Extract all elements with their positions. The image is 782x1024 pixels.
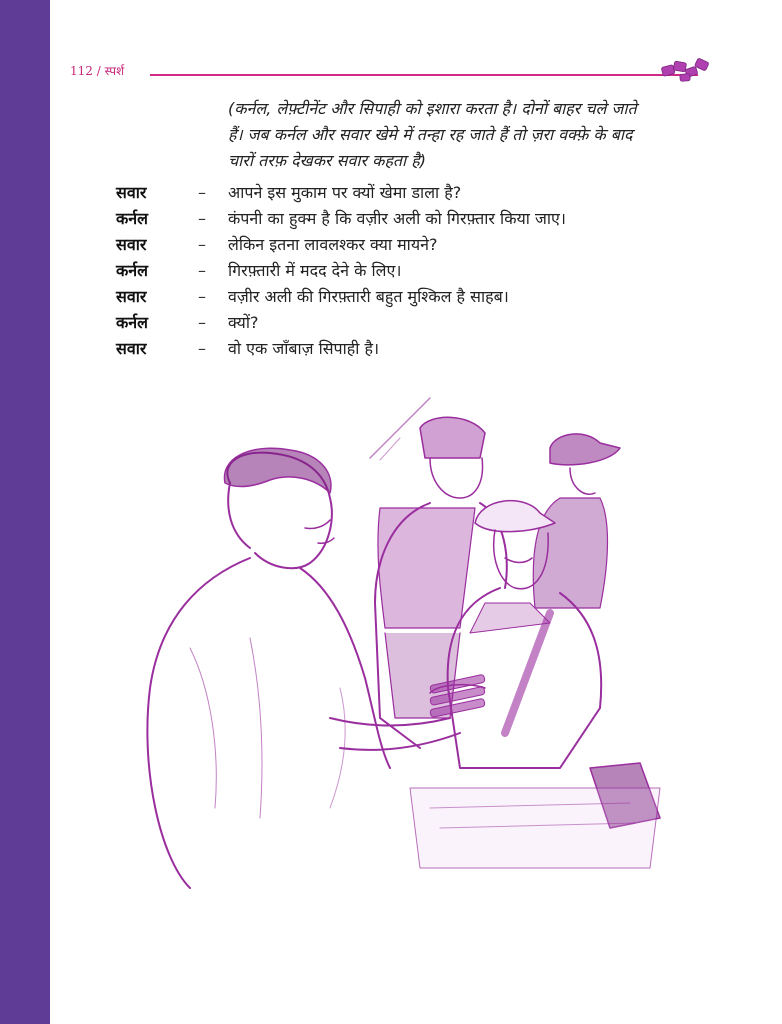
dialogue-dash: –: [198, 339, 206, 358]
dialogue-row: [116, 336, 716, 362]
speaker-name: कर्नल: [116, 261, 149, 280]
dialogue-text: कंपनी का हुक्म है कि वज़ीर अली को गिरफ़्तार किया जाए।: [228, 209, 566, 228]
dialogue-text: क्यों?: [228, 313, 259, 332]
dialogue-text: लेकिन इतना लावलश्कर क्या मायने?: [228, 235, 438, 254]
speaker-name: सवार: [116, 339, 147, 358]
speaker-name: सवार: [116, 287, 147, 306]
dialogue-text: वज़ीर अली की गिरफ़्तारी बहुत मुश्किल है साहब।: [228, 287, 509, 306]
dialogue-text: वो एक जाँबाज़ सिपाही है।: [228, 339, 380, 358]
dialogue-dash: –: [198, 313, 206, 332]
dialogue-text: गिरफ़्तारी में मदद देने के लिए।: [228, 261, 402, 280]
dialogue-dash: –: [198, 287, 206, 306]
speaker-name: कर्नल: [116, 313, 149, 332]
dialogue-row: [116, 180, 716, 206]
dialogue-text: आपने इस मुकाम पर क्यों खेमा डाला है?: [228, 183, 462, 202]
speaker-name: कर्नल: [116, 209, 149, 228]
dialogue-row: [116, 284, 716, 310]
dialogue-dash: –: [198, 183, 206, 202]
stage-direction-line: चारों तरफ़ देखकर सवार कहता है): [228, 151, 427, 170]
book-ornament-icon: [658, 52, 718, 86]
dialogue-row: [116, 232, 716, 258]
dialogue-dash: –: [198, 235, 206, 254]
header-rule: [150, 74, 698, 76]
dialogue-block: [116, 180, 716, 362]
dialogue-row: [116, 206, 716, 232]
dialogue-dash: –: [198, 209, 206, 228]
stage-direction-line: (कर्नल, लेफ़्टीनेंट और सिपाही को इशारा करता है। दोनों बाहर चले जाते: [228, 99, 637, 118]
stage-direction-line: हैं। जब कर्नल और सवार खेमे में तन्हा रह जाते हैं तो ज़रा वक्फ़े के बाद: [228, 125, 633, 144]
dialogue-row: [116, 310, 716, 336]
stage-direction: [228, 96, 738, 174]
dialogue-dash: –: [198, 261, 206, 280]
speaker-name: सवार: [116, 183, 147, 202]
side-bar: [0, 0, 50, 1024]
dialogue-row: [116, 258, 716, 284]
page-header: [70, 62, 720, 86]
speaker-name: सवार: [116, 235, 147, 254]
page-number-label: 112 / स्पर्श: [70, 64, 125, 78]
sketch-illustration: [130, 388, 670, 893]
